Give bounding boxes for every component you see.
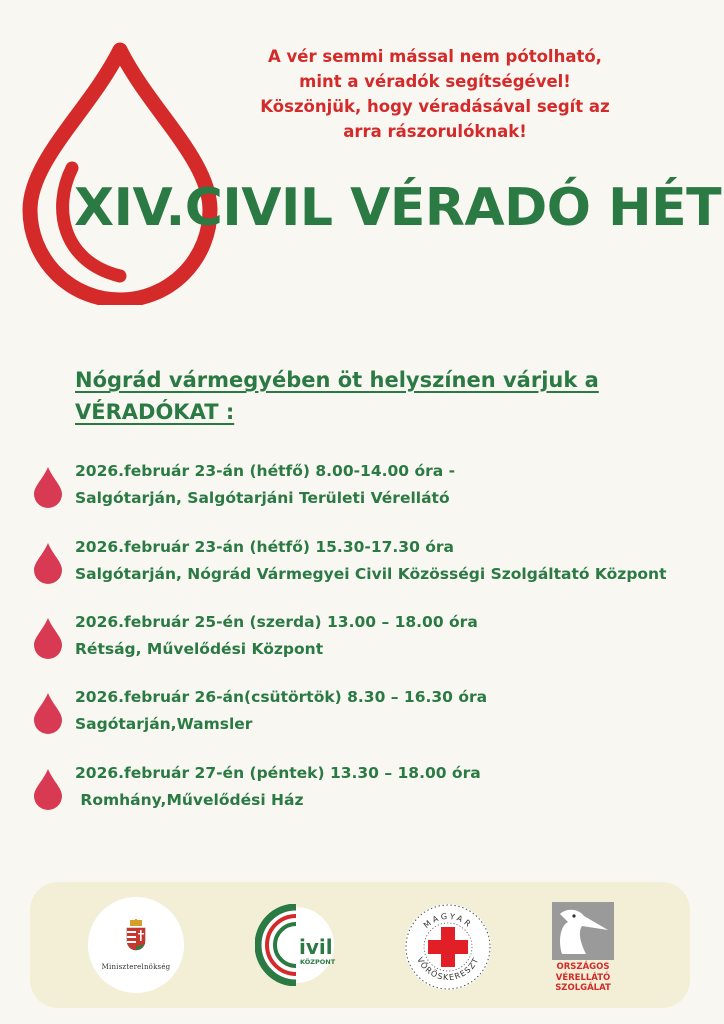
hungarian-coat-of-arms-icon bbox=[125, 919, 147, 953]
subtitle bbox=[75, 364, 695, 428]
subtitle-line: Nógrád vármegyében öt helyszínen várjuk a bbox=[75, 368, 599, 392]
voroskereszt-top-text: MAGYAR bbox=[421, 911, 475, 931]
slogan-line: A vér semmi mással nem pótolható, bbox=[268, 47, 602, 66]
event-location: Salgótarján, Nógrád Vármegyei Civil Közösségi Szolgáltató Központ bbox=[75, 565, 667, 583]
event-item bbox=[0, 611, 724, 681]
pelican-icon bbox=[552, 902, 614, 960]
event-location: Salgótarján, Salgótarjáni Területi Vérellátó bbox=[75, 489, 450, 507]
event-item bbox=[0, 536, 724, 606]
event-location: Rétság, Művelődési Központ bbox=[75, 640, 324, 658]
event-date: 2026.február 27-én (péntek) 13.30 – 18.00 óra bbox=[75, 764, 481, 782]
civil-logo-sub: KÖZPONT bbox=[300, 958, 336, 966]
voroskereszt-logo bbox=[403, 902, 493, 992]
miniszterelnokseg-label: Miniszterelnökség bbox=[101, 963, 171, 971]
slogan bbox=[225, 44, 645, 144]
blood-drop-icon bbox=[32, 466, 64, 508]
blood-drop-icon bbox=[32, 692, 64, 734]
slogan-line: Köszönjük, hogy véradásával segít az bbox=[260, 97, 610, 116]
ovsz-logo bbox=[552, 902, 614, 998]
ovsz-label bbox=[546, 962, 620, 994]
ovsz-line: ORSZÁGOS bbox=[556, 962, 610, 972]
event-date: 2026.február 23-án (hétfő) 15.30-17.30 óra bbox=[75, 538, 455, 556]
large-blood-drop-icon bbox=[20, 40, 220, 305]
event-location: Romhány,Művelődési Ház bbox=[75, 791, 304, 809]
event-date: 2026.február 26-án(csütörtök) 8.30 – 16.30 óra bbox=[75, 688, 488, 706]
event-item bbox=[0, 686, 724, 756]
blood-drop-icon bbox=[32, 542, 64, 584]
civil-logo-word: ivil bbox=[299, 935, 333, 959]
event-date: 2026.február 23-án (hétfő) 8.00-14.00 óra - bbox=[75, 462, 456, 480]
event-location: Sagótarján,Wamsler bbox=[75, 715, 253, 733]
civil-kozpont-logo bbox=[255, 904, 347, 986]
event-date: 2026.február 25-én (szerda) 13.00 – 18.00 óra bbox=[75, 613, 478, 631]
slogan-line: mint a véradók segítségével! bbox=[299, 72, 571, 91]
event-item bbox=[0, 460, 724, 530]
slogan-line: arra rászorulóknak! bbox=[343, 122, 527, 141]
ovsz-line: VÉRELLÁTÓ bbox=[555, 972, 611, 983]
miniszterelnokseg-logo bbox=[88, 897, 184, 993]
blood-drop-icon bbox=[32, 617, 64, 659]
voroskereszt-bottom-text: VÖRÖSKERESZT bbox=[415, 955, 481, 983]
blood-drop-icon bbox=[32, 768, 64, 810]
event-item bbox=[0, 762, 724, 832]
event-title: XIV.CIVIL VÉRADÓ HÉT bbox=[74, 178, 722, 238]
ovsz-line: SZOLGÁLAT bbox=[555, 983, 611, 993]
subtitle-line: VÉRADÓKAT : bbox=[75, 400, 235, 424]
